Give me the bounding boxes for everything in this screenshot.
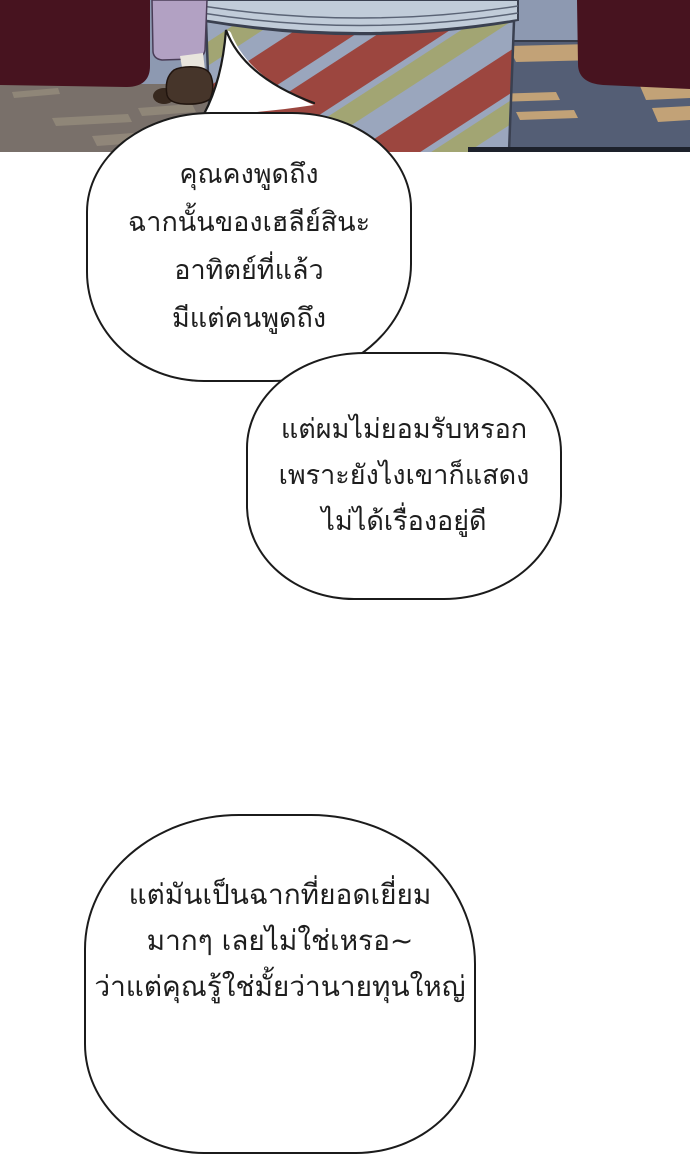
actor-legs bbox=[152, 0, 213, 104]
scene-bottom-edge bbox=[468, 147, 690, 152]
bubble-3-line-2: มากๆ เลยไม่ใช่เหรอ~ bbox=[146, 924, 414, 957]
speech-bubble-3 bbox=[84, 814, 476, 1154]
bubble-2-line-1: แต่ผมไม่ยอมรับหรอก bbox=[280, 414, 528, 445]
right-curtain bbox=[577, 0, 690, 89]
bubble-2-line-3: ไม่ได้เรื่องอยู่ดี bbox=[321, 506, 487, 537]
bubble-3-line-3: ว่าแต่คุณรู้ใช่มั้ยว่านายทุนใหญ่ bbox=[94, 970, 466, 1003]
speech-bubble-2 bbox=[246, 352, 562, 600]
trousers bbox=[152, 0, 207, 60]
bubble-3-line-1: แต่มันเป็นฉากที่ยอดเยี่ยม bbox=[128, 878, 432, 911]
bubble-1-line-1: คุณคงพูดถึง bbox=[179, 159, 319, 190]
speech-bubble-1 bbox=[86, 112, 412, 382]
left-curtain bbox=[0, 0, 150, 87]
shoe bbox=[166, 67, 212, 104]
bubble-2-line-2: เพราะยังไงเขาก็แสดง bbox=[278, 460, 530, 491]
bubble-1-line-4: มีแต่คนพูดถึง bbox=[171, 303, 327, 334]
bubble-1-line-2: ฉากนั้นของเฮลีย์สินะ bbox=[127, 207, 371, 238]
bubble-1-line-3: อาทิตย์ที่แล้ว bbox=[174, 255, 324, 286]
